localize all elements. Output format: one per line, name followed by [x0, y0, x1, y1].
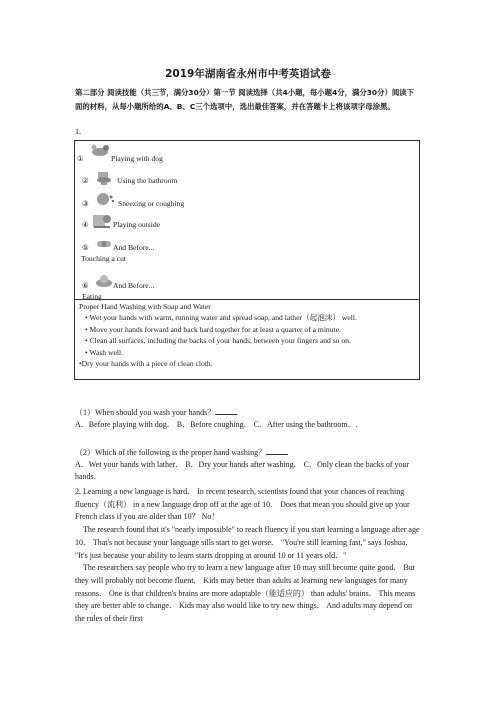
- answer-blank[interactable]: [215, 406, 237, 415]
- item-number: ①: [77, 154, 84, 163]
- item-number: ⑥: [82, 281, 89, 290]
- question-options: A．Wet your hands with lather． B．Dry your hands after washing． C．Only clean the backs of your hands．: [75, 460, 410, 481]
- item-label: Playing outside: [113, 220, 161, 229]
- sneeze-icon: [95, 191, 115, 209]
- card-bullet: • Wet your hands with warm, running water and spread soap, and lather（起泡沫） well.: [85, 313, 357, 323]
- card-bullet: • Move your hands forward and back hard together for at least a quarter of a minute.: [85, 324, 341, 334]
- playground-icon: [91, 212, 113, 230]
- item-number: ③: [82, 199, 89, 208]
- paragraph: The research found that it's "nearly impossible" to reach fluency if you start learning a language after age 10． That's not because your language sills start to get worse． "You're still learning fast," says Joshua． "It's just because your ability to learn starts dropping at around 10 or 11 years old．": [75, 525, 420, 560]
- item-sublabel: Eating: [82, 292, 102, 301]
- bandage-icon: [95, 237, 113, 251]
- paragraph: The researchers say people who try to learn a new language after 10 may still become quite good． But they will probably not become fluent． Kids may better than adults at learning new languages for many reasons． One is that children's brains are more adaptable（能适应的） than adults' brains． This means they are better able to change． Kids may also would like to try new things． And adults may depend on the rules of their first: [75, 563, 416, 624]
- box-divider: [75, 299, 419, 300]
- item-label: Using the bathroom: [117, 176, 178, 185]
- question-2: [75, 446, 420, 483]
- question-1: [75, 406, 420, 431]
- item-label: And Before...: [113, 281, 155, 290]
- item-number: ④: [82, 220, 89, 229]
- item-number: ⑤: [82, 243, 89, 252]
- item-label: Sneezing or coughing: [118, 199, 185, 208]
- item-label: Playing with dog: [111, 154, 163, 163]
- item-number: ②: [82, 176, 89, 185]
- card-bullet: •Dry your hands with a piece of clean cloth.: [79, 359, 213, 369]
- question-1-number: 1.: [75, 127, 81, 136]
- material-box: [74, 140, 420, 380]
- paragraph: 2. Learning a new language is hard． In recent research, scientists found that your chances of reaching fluency（流利） in a new language drop off at the age of 10． Does that mean you should give up your French class if you are older than 10？ No！: [75, 487, 410, 522]
- card-bullet: • Clean all surfaces, including the backs of your hands, between your fingers and so on.: [85, 336, 351, 346]
- item-label: And Before...: [113, 243, 155, 252]
- answer-blank[interactable]: [266, 446, 288, 455]
- card-bullet: • Wash well.: [85, 347, 123, 357]
- question-options: A．Before playing with dog． B．Before coughing． C．After using the bathroom．.: [75, 420, 358, 429]
- question-stem: （2）Which of the following is the proper hand washing？: [75, 448, 267, 457]
- food-icon: [94, 273, 114, 289]
- card-heading: Proper Hand Washing with Soap and Water: [79, 302, 211, 311]
- section-instructions: 第二部分 阅读技能（共三节，满分30分）第一节 阅读选择（共4小题，每小题4分，满分30分）阅读下面的材料，从每小题所给的A、B、C三个选项中，选出最佳答案，并在答题卡上将该项字母涂黑。: [75, 88, 415, 111]
- dog-icon: [89, 143, 111, 159]
- item-sublabel: Touching a cut: [81, 254, 127, 263]
- exam-title: 2019年湖南省永州市中考英语试卷: [165, 68, 331, 80]
- passage-2: [75, 486, 420, 626]
- hand-washing-card: [79, 301, 419, 369]
- question-stem: （1）When should you wash your hands？: [75, 408, 216, 417]
- toilet-icon: [95, 170, 113, 186]
